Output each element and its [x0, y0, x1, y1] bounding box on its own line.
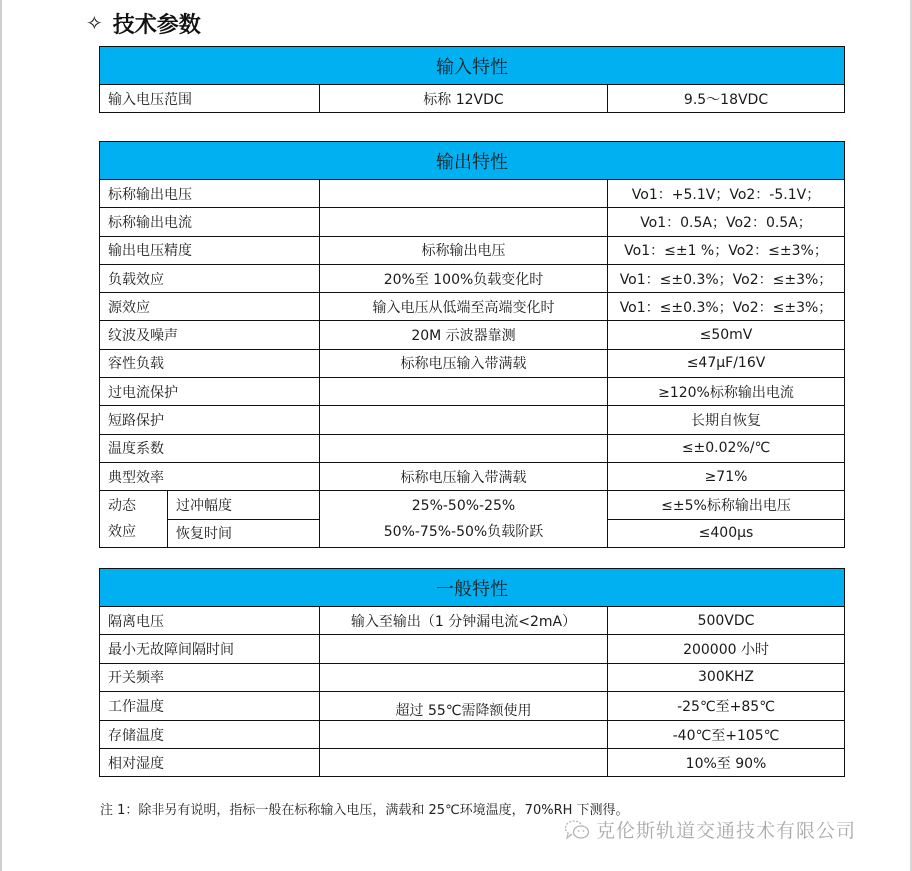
value-cell: -40℃至+105℃ — [608, 720, 845, 748]
table-row — [100, 635, 845, 663]
value-cell: ≤400μs — [608, 519, 845, 547]
value-cell: 200000 小时 — [608, 635, 845, 663]
condition-cell: 20%至 100%负载变化时 — [320, 264, 608, 292]
dynamic-group-label-line2: 效应 — [108, 524, 136, 541]
table-row — [100, 749, 845, 777]
param-cell: 温度系数 — [100, 434, 320, 462]
dynamic-group-label-line1: 动态 — [108, 498, 136, 515]
table-row — [100, 406, 845, 434]
value-cell: 500VDC — [608, 607, 845, 635]
condition-cell: 标称输出电压 — [320, 236, 608, 264]
input-characteristics-table — [99, 46, 845, 113]
param-cell: 负载效应 — [100, 264, 320, 292]
dynamic-condition-line1: 25%-50%-25% — [411, 498, 516, 515]
value-cell: ≤±5%标称输出电压 — [608, 491, 845, 519]
param-cell: 标称输出电压 — [100, 180, 320, 208]
condition-cell — [320, 749, 608, 777]
value-cell: Vo1：≤±0.3%；Vo2：≤±3%； — [608, 293, 845, 321]
diamond-outline-icon: ✧ — [86, 11, 103, 35]
param-cell: 隔离电压 — [100, 607, 320, 635]
table-row — [100, 208, 845, 236]
table-row — [100, 462, 845, 490]
input-section-header: 输入特性 — [100, 47, 845, 85]
condition-cell: 标称 12VDC — [320, 85, 608, 113]
param-cell: 过电流保护 — [100, 378, 320, 406]
param-cell: 输出电压精度 — [100, 236, 320, 264]
param-cell: 工作温度 — [100, 691, 320, 720]
footnote: 注 1：除非另有说明，指标一般在标称输入电压，满载和 25℃环境温度，70%RH 下测得。 — [100, 803, 629, 818]
condition-cell: 20M 示波器靠测 — [320, 321, 608, 349]
param-cell: 过冲幅度 — [168, 491, 320, 519]
value-cell: ≥71% — [608, 462, 845, 490]
general-characteristics-table — [99, 568, 845, 777]
value-cell: Vo1：0.5A；Vo2：0.5A； — [608, 208, 845, 236]
output-characteristics-table — [99, 141, 845, 548]
table-row — [100, 378, 845, 406]
section-title — [86, 8, 201, 38]
wechat-icon — [564, 819, 590, 841]
condition-cell — [320, 406, 608, 434]
table-row — [100, 236, 845, 264]
table-row — [100, 607, 845, 635]
table-row — [100, 691, 845, 720]
param-cell: 相对湿度 — [100, 749, 320, 777]
value-cell: ≤50mV — [608, 321, 845, 349]
dynamic-effect-group-cell — [100, 491, 168, 548]
condition-cell: 标称电压输入带满载 — [320, 462, 608, 490]
value-cell: Vo1：≤±0.3%；Vo2：≤±3%； — [608, 264, 845, 292]
output-section-header: 输出特性 — [100, 142, 845, 180]
table-row — [100, 264, 845, 292]
condition-cell: 输入至输出（1 分钟漏电流<2mA） — [320, 607, 608, 635]
table-row — [100, 434, 845, 462]
value-cell: Vo1：≤±1 %；Vo2：≤±3%； — [608, 236, 845, 264]
value-cell: -25℃至+85℃ — [608, 691, 845, 720]
condition-cell: 标称电压输入带满载 — [320, 349, 608, 377]
condition-cell — [320, 720, 608, 748]
param-cell: 纹波及噪声 — [100, 321, 320, 349]
value-cell: 300KHZ — [608, 663, 845, 691]
value-cell: ≤±0.02%/℃ — [608, 434, 845, 462]
general-section-header: 一般特性 — [100, 569, 845, 607]
condition-cell — [320, 208, 608, 236]
param-cell: 存储温度 — [100, 720, 320, 748]
value-cell: Vo1：+5.1V；Vo2：-5.1V； — [608, 180, 845, 208]
value-cell: ≥120%标称输出电流 — [608, 378, 845, 406]
condition-cell: 超过 55℃需降额使用 — [320, 691, 608, 720]
table-row — [100, 349, 845, 377]
param-cell: 容性负载 — [100, 349, 320, 377]
dynamic-condition-cell — [320, 491, 608, 548]
condition-cell — [320, 180, 608, 208]
dynamic-condition-line2: 50%-75%-50%负载阶跃 — [383, 524, 544, 541]
param-cell: 标称输出电流 — [100, 208, 320, 236]
param-cell: 恢复时间 — [168, 519, 320, 547]
table-row — [100, 720, 845, 748]
table-row — [100, 293, 845, 321]
table-row — [100, 491, 845, 519]
param-cell: 短路保护 — [100, 406, 320, 434]
table-row — [100, 321, 845, 349]
param-cell: 开关频率 — [100, 663, 320, 691]
table-row — [100, 663, 845, 691]
param-cell: 输入电压范围 — [100, 85, 320, 113]
param-cell: 最小无故障间隔时间 — [100, 635, 320, 663]
condition-cell — [320, 663, 608, 691]
condition-cell — [320, 434, 608, 462]
value-cell: 9.5～18VDC — [608, 85, 845, 113]
section-title-text: 技术参数 — [112, 12, 201, 38]
table-row — [100, 85, 845, 113]
table-row — [100, 180, 845, 208]
value-cell: ≤47μF/16V — [608, 349, 845, 377]
condition-cell: 输入电压从低端至高端变化时 — [320, 293, 608, 321]
watermark — [564, 816, 856, 843]
condition-cell — [320, 378, 608, 406]
param-cell: 源效应 — [100, 293, 320, 321]
watermark-text: 克伦斯轨道交通技术有限公司 — [596, 820, 857, 842]
condition-cell — [320, 635, 608, 663]
param-cell: 典型效率 — [100, 462, 320, 490]
value-cell: 10%至 90% — [608, 749, 845, 777]
value-cell: 长期自恢复 — [608, 406, 845, 434]
